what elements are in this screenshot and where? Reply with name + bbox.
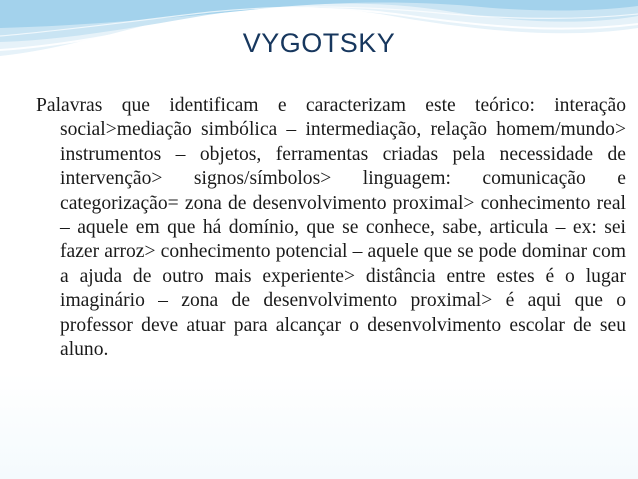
slide-body-text: Palavras que identificam e caracterizam este teórico: interação social>mediação simbólica – intermediação, relação homem/mundo> instrumentos – objetos, ferramentas criadas pela necessidade de intervenção> signos/símbolos> linguagem: comunicação e categorização= zona de desenvolvimento proximal> conhecimento real – aquele em que há domínio, que se conhece, sabe, articula – ex: sei fazer arroz> conhecimento potencial – aquele que se pode dominar com a ajuda de outro mais experiente> distância entre estes é o lugar imaginário – zona de desenvolvimento proximal> é aqui que o professor deve atuar para alcançar o desenvolvimento escolar de seu aluno. <box>36 95 626 361</box>
slide-title: VYGOTSKY <box>242 28 396 58</box>
